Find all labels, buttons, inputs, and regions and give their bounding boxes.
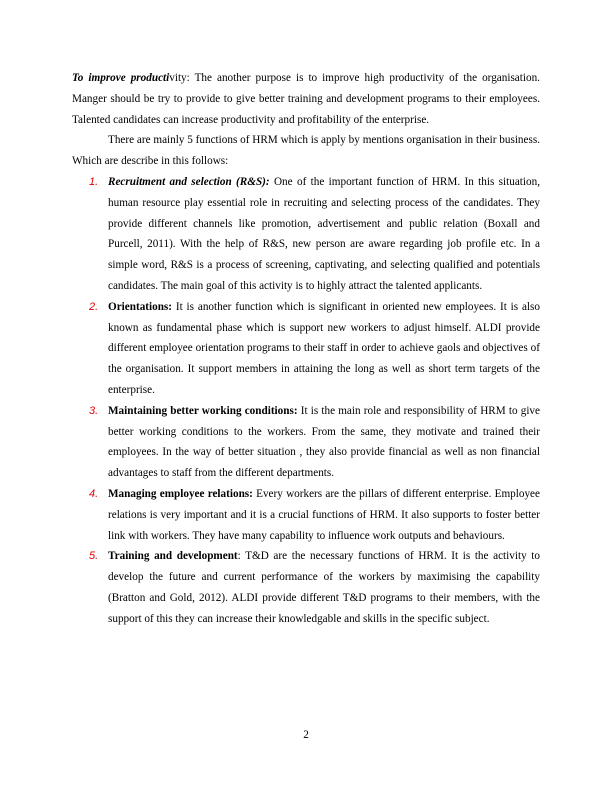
list-item <box>72 297 540 401</box>
intro-heading: To improve producti <box>72 72 170 84</box>
list-item <box>72 484 540 546</box>
list-item <box>72 401 540 484</box>
functions-intro-paragraph: There are mainly 5 functions of HRM which is apply by mentions organisation in their business. Which are describe in this follows: <box>72 134 540 168</box>
intro-paragraph <box>72 68 540 130</box>
functions-list <box>72 172 540 630</box>
list-item-title: Recruitment and selection (R&S): <box>108 175 270 188</box>
list-item-text: It is the main role and responsibility of HRM to give better working conditions to the workers. From the same, they motivate and trained their employees. In the way of better situation , they also provide financial as well as non financial advantages to staff from the different departments. <box>108 404 540 480</box>
list-number: 1. <box>89 175 99 188</box>
intro-heading-rest: vity <box>169 72 187 84</box>
list-number: 4. <box>89 487 99 500</box>
list-item-text: It is another function which is significant in oriented new employees. It is also known as fundamental phase which is support new workers to adjust himself. ALDI provide different employee orientation programs to their staff in order to achieve gaols and objectives of the organisation. It support members in attaining the long as well as short term targets of the enterprise. <box>108 300 540 396</box>
list-number: 2. <box>89 300 99 313</box>
list-number: 5. <box>89 550 99 563</box>
list-item-text: Every workers are the pillars of different enterprise. Employee relations is very important and it is a crucial functions of HRM. It also supports to foster better link with workers. They have many capability to influence work outputs and behaviours. <box>108 487 540 542</box>
list-item-title: Orientations: <box>108 300 173 313</box>
document-body <box>72 68 540 630</box>
list-item-title: Training and development <box>108 550 238 563</box>
list-item-text: One of the important function of HRM. In this situation, human resource play essential role in recruiting and selecting process of the candidates. They provide different channels like promotion, advertisement and public relation (Boxall and Purcell, 2011). With the help of R&S, new person are aware regarding job profile etc. In a simple word, R&S is a process of screening, captivating, and selecting qualified and potentials candidates. The main goal of this activity is to highly attract the talented applicants. <box>108 175 541 292</box>
list-number: 3. <box>89 404 99 417</box>
list-item-text: : T&D are the necessary functions of HRM. It is the activity to develop the future and current performance of the workers by maximising the capability (Bratton and Gold, 2012). ALDI provide different T&D programs to their members, with the support of this they can increase their knowledgable and skills in the specific subject. <box>108 550 540 625</box>
page-number: 2 <box>303 729 309 741</box>
list-item <box>72 546 540 629</box>
list-item <box>72 172 540 297</box>
list-item-title: Managing employee relations: <box>108 487 253 500</box>
list-item-title: Maintaining better working conditions: <box>108 404 298 417</box>
intro-text: : The another purpose is to improve high productivity of the organisation. Manger should be try to provide to give better training and development programs to their employees. Talented candidates can increase productivity and profitability of the enterprise. <box>72 72 540 126</box>
